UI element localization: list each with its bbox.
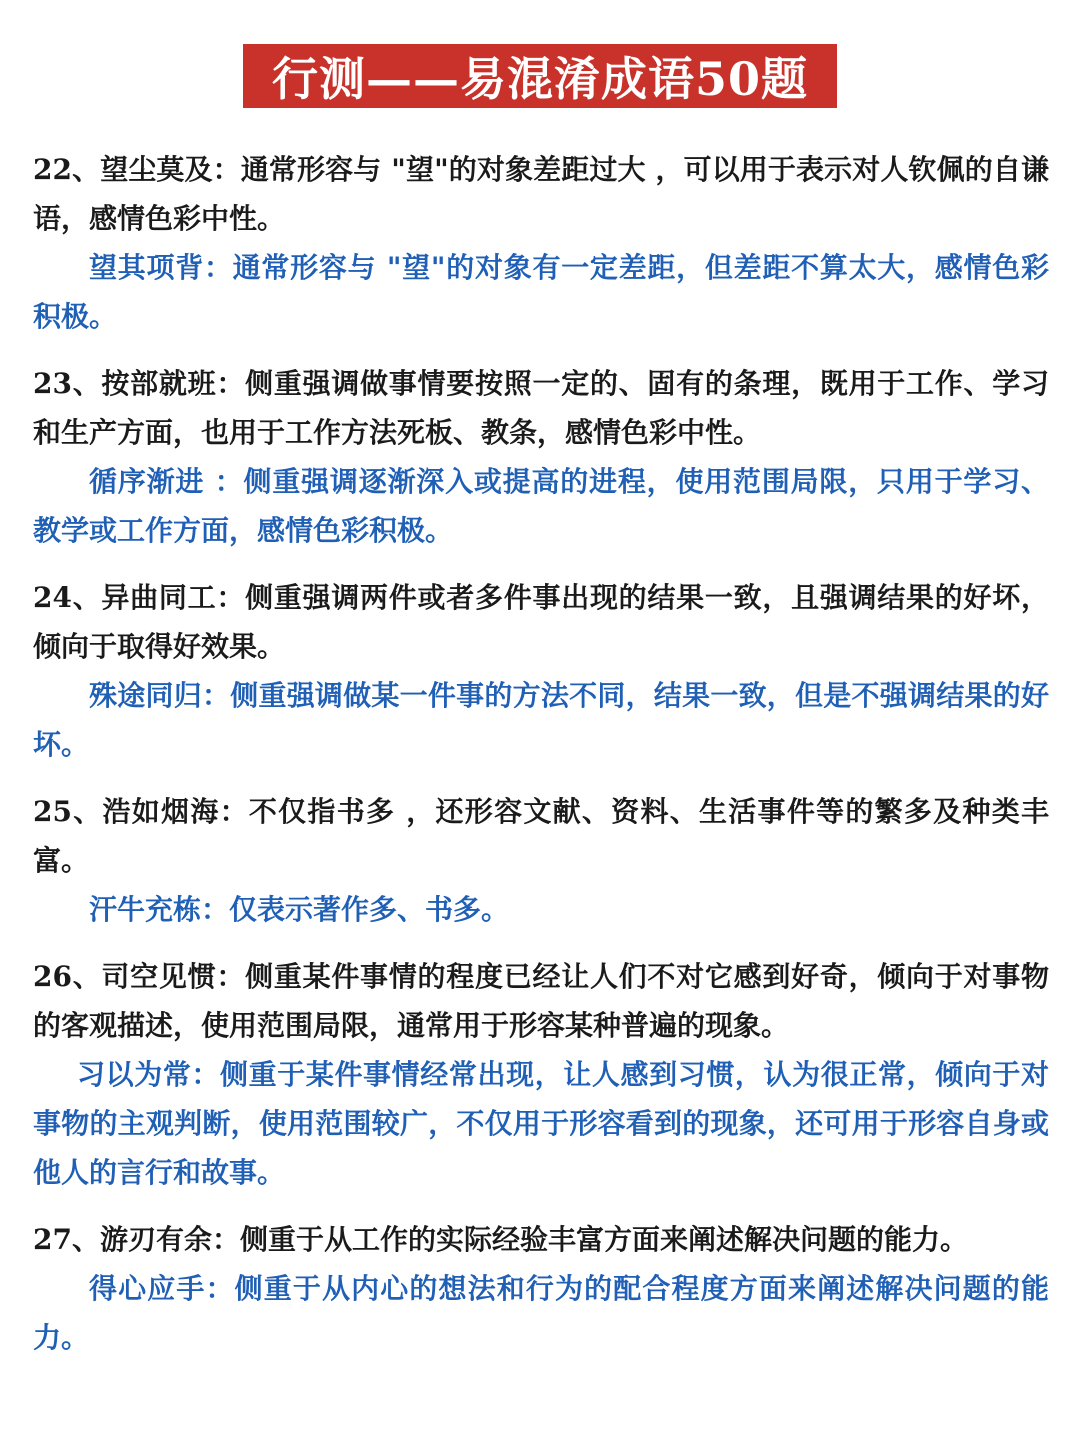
idiom-definition: 27、游刃有余：侧重于从工作的实际经验丰富方面来阐述解决问题的能力。 xyxy=(33,1223,968,1256)
idiom-definition: 25、浩如烟海：不仅指书多 ，还形容文献、资料、生活事件等的繁多及种类丰富。 xyxy=(33,795,1049,877)
idiom-entry-25 xyxy=(33,787,1049,934)
idiom-comparison: 得心应手：侧重于从内心的想法和行为的配合程度方面来阐述解决问题的能力。 xyxy=(33,1272,1049,1354)
idiom-definition: 23、按部就班：侧重强调做事情要按照一定的、固有的条理，既用于工作、学习和生产方面，也用于工作方法死板、教条，感情色彩中性。 xyxy=(33,367,1049,449)
title-banner xyxy=(243,44,837,108)
idiom-entry-26 xyxy=(33,952,1049,1197)
idiom-entry-22 xyxy=(33,145,1049,341)
idiom-entry-24 xyxy=(33,573,1049,769)
idiom-list xyxy=(33,145,1049,1380)
idiom-comparison: 循序渐进 ：侧重强调逐渐深入或提高的进程，使用范围局限，只用于学习、教学或工作方面，感情色彩积极。 xyxy=(33,465,1049,547)
idiom-comparison: 望其项背：通常形容与 "望"的对象有一定差距，但差距不算太大，感情色彩积极。 xyxy=(33,251,1049,333)
idiom-comparison: 习以为常：侧重于某件事情经常出现，让人感到习惯，认为很正常，倾向于对事物的主观判断，使用范围较广，不仅用于形容看到的现象，还可用于形容自身或他人的言行和故事。 xyxy=(33,1058,1049,1189)
idiom-comparison: 殊途同归：侧重强调做某一件事的方法不同，结果一致，但是不强调结果的好坏。 xyxy=(33,679,1049,761)
idiom-definition: 22、望尘莫及：通常形容与 "望"的对象差距过大 ，可以用于表示对人钦佩的自谦语，感情色彩中性。 xyxy=(33,153,1049,235)
idiom-definition: 24、异曲同工：侧重强调两件或者多件事出现的结果一致，且强调结果的好坏，倾向于取得好效果。 xyxy=(33,581,1049,663)
idiom-entry-23 xyxy=(33,359,1049,555)
idiom-entry-27 xyxy=(33,1215,1049,1362)
idiom-comparison: 汗牛充栋：仅表示著作多、书多。 xyxy=(89,893,510,926)
page-title: 行测——易混淆成语50题 xyxy=(271,52,808,106)
idiom-definition: 26、司空见惯：侧重某件事情的程度已经让人们不对它感到好奇，倾向于对事物的客观描述，使用范围局限，通常用于形容某种普遍的现象。 xyxy=(33,960,1049,1042)
